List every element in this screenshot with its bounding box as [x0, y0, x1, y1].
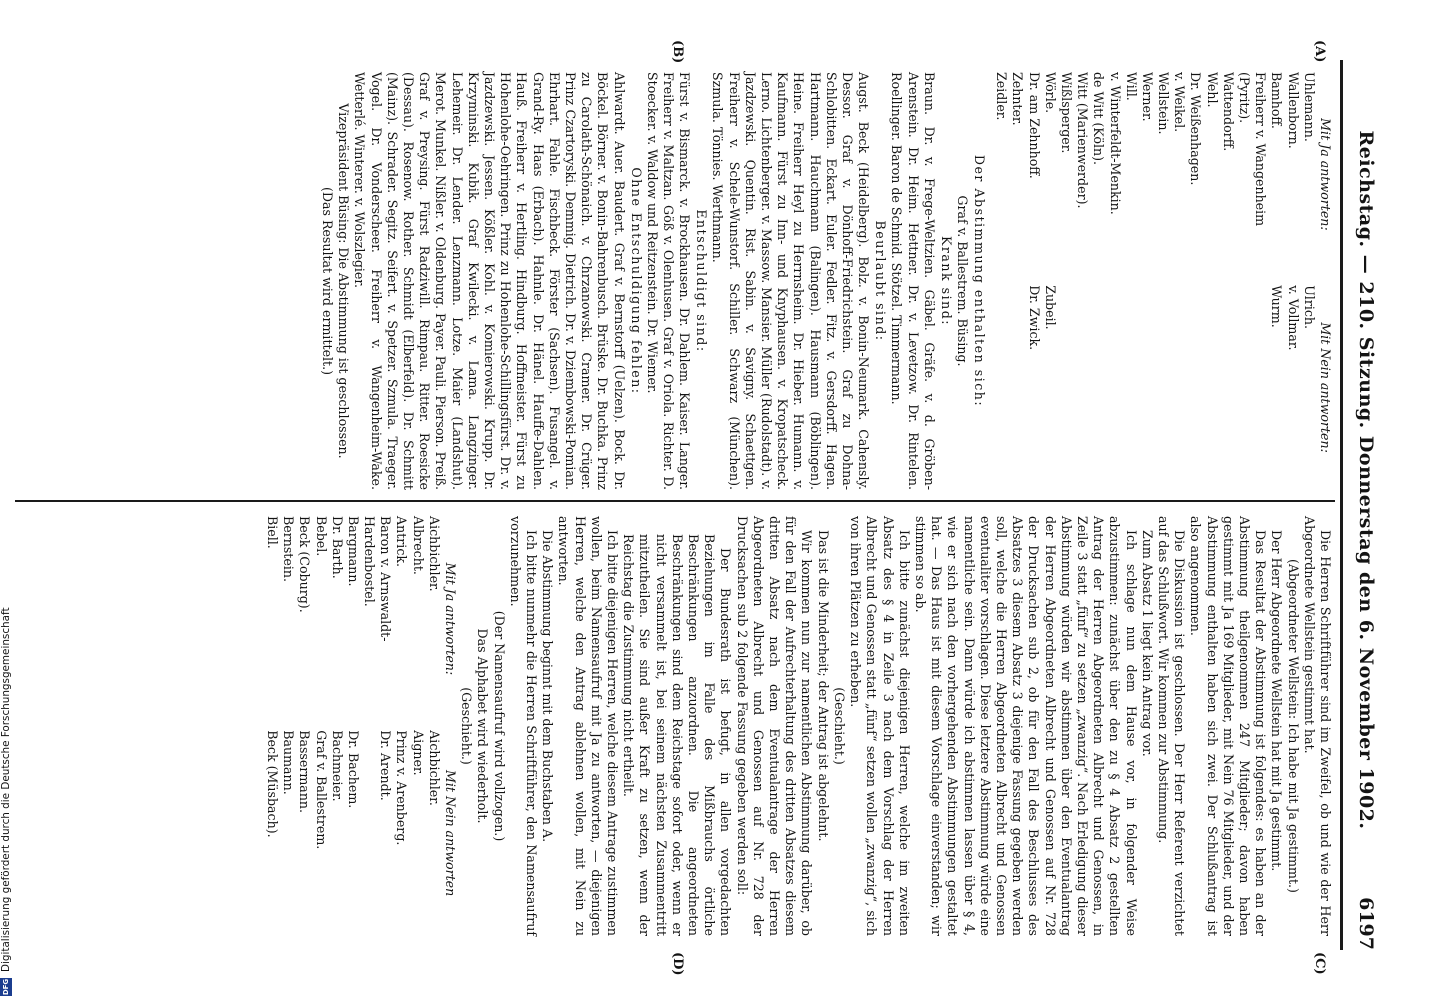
paragraph: Das Alphabet wird wiederholt. [475, 628, 491, 824]
header-rule [1340, 60, 1343, 950]
margin-letter-c: (C) [1312, 952, 1327, 975]
list-item [1171, 285, 1187, 490]
paragraph: Zum Absatz 1 liegt kein Antrag vor. [1139, 530, 1155, 757]
list-item: Witt (Marienwerder). [1075, 72, 1091, 209]
leave-names: Augst. Beck (Heidelberg). Bolz. v. Bonin-Neumark. Cahensly. Dessor. Graf v. Dönhoff-Friedrichstein. Graf zu Dohna-Schlobitten. Eckart. Euler. Fedler. Fitz. v. Gersdorff. Hagen. Hartmann. Hauchmann (Balingen). Hausmann (Böblingen). Heine. Freiherr Heyl zu Herrnsheim. Dr. Hieber. Humann. v. Kaufmann. Fürst zu Inn- und Knyphausen. v. Kropatscheck. Lerno. Lichtenberger. v. Massow. Mansier. Müller (Rudolstadt). v. Jazdzewski. Quentin. Rist. Sabin. v. Savigny. Schaettgen. Freiherr v. Schele-Wunstorf. Schiller. Schwarz (München). Szmula. Tönnies. Werthmann. [710, 72, 872, 490]
list-item [1106, 285, 1122, 490]
page-number: 6197 [1355, 897, 1377, 950]
list-item: Dr. Bachem. [345, 730, 361, 809]
sick-names: Braun. Dr. v. Frege-Weltzien. Gäbel. Gräfe. v. d. Gröben-Arenstein. Dr. Heim. Hettner. Dr. v. Levetzow. Dr. Rintelen. Roellinger. Baron de Schmid. Stötzel. Timmermann. [889, 72, 937, 490]
list-item: (Pyritz). [1237, 72, 1253, 124]
margin-letter-d: (D) [670, 952, 685, 976]
list-item: Wattendorff. [1220, 72, 1236, 152]
list-item [1058, 285, 1074, 490]
list-item: Baron v. Arnswaldt- [378, 516, 394, 642]
list-item: Beck (Müsbach). [264, 730, 280, 838]
list-item: Wurm. [1269, 285, 1285, 328]
list-item [1204, 285, 1220, 490]
list-item: v. Weikel. [1172, 72, 1188, 133]
dfg-logo: DFG [2, 978, 10, 996]
paragraph: Ich schlage nun dem Hause vor, in folgender Weise abzustimmen: zunächst über den zu § 4 Absatz 2 gestellten Antrag der Herren Abgeordneten Albrecht und Genossen, in Zeile 3 statt „fünf“ zu setzen „zwanzig“. Nach Erledigung dieser Abstimmung würden wir abstimmen über den Eventualantrag der Herren Abgeordneten Albrecht und Genossen auf Nr. 728 der Drucksachen sub 2, ob für den Fall des Beschlusses des Absatzes 3 diesem Absatz 3 diejenige Fassung gegeben werden soll, welche die Herren Abgeordneten Albrecht und Genossen eventualiter vorschlagen. Diese letztere Abstimmung würde eine namentliche sein. Dann würde ich abstimmen lassen über § 4, wie er sich nach den vorhergehenden Abstimmungen gestaltet hat. — Das Haus ist mit diesem Vorschlage einverstanden; wir stimmen so ab. [912, 516, 1139, 936]
list-item: Dr. Zwick. [1026, 285, 1042, 351]
no-heading: Mit Nein antworten: [1318, 322, 1333, 453]
interjection: (Geschieht.) [831, 687, 847, 765]
margin-letter-b: (B) [670, 40, 685, 64]
list-item: Prinz v. Arenberg. [394, 730, 410, 846]
paragraph: Ich bitte diejenigen Herren, welche diesem Antrage zustimmen wollen, beim Namensaufruf mit Ja zu antworten, — diejenigen Herren, welche den Antrag ablehnen wollen, mit Nein zu antworten. [556, 516, 621, 936]
list-item: Bargmann. [345, 516, 361, 587]
closing-statement: Vizepräsident Büsing: Die Abstimmung ist geschlossen. [336, 103, 352, 459]
list-item [1155, 285, 1171, 490]
list-item: Will. [1123, 72, 1139, 101]
page-title: Reichstag. — 210. Sitzung. Donnerstag den 6. November 1902. [1355, 130, 1377, 830]
paragraph: Ich bitte nunmehr die Herren Schriftführer, den Namensaufruf vorzunehmen. [507, 516, 540, 936]
closing-note: (Das Resultat wird ermittelt.) [319, 186, 335, 376]
no-heading: Mit Nein antworten [443, 769, 459, 897]
list-item [361, 730, 377, 936]
margin-letter-a: (A) [1312, 40, 1327, 63]
list-item [1090, 285, 1106, 490]
yes-heading: Mit Ja antworten: [443, 562, 459, 676]
list-item: Wißlsperger. [1059, 72, 1074, 154]
list-item: Wellstein. [1156, 72, 1172, 135]
excused-heading: Entschuldigt sind: [694, 209, 710, 353]
excused-names: Fürst v. Bismarck. v. Brockhausen. Dr. Dahlem. Kaiser. Langer. Freiherr v. Maltzan. Göß v. Olenhusen. Graf v. Oriola. Richter. D. Stoecker. v. Waldow und Reitzenstein. Dr. Wiemer. [644, 72, 693, 490]
interjection: (Der Namensaufruf wird vollzogen.) [491, 610, 507, 842]
vote-headings [442, 516, 458, 936]
paragraph: Wir kommen nun zur namentlichen Abstimmung darüber, ob für den Fall der Aufrechterhaltung des dritten Absatzes diesem dritten Absatz nach dem Eventualantrage der Herren Abgeordneten Albrecht und Genossen auf Nr. 728 der Drucksachen sub 2 folgende Fassung gegeben werden soll: [734, 516, 815, 936]
list-item: Dr. Barth. [329, 516, 345, 579]
interjection: (Geschieht.) [459, 687, 475, 765]
paragraph: Das Resultat der Abstimmung ist folgendes: es haben an der Abstimmung theilgenommen 247 Mitglieder; davon haben gestimmt mit Ja 169 Mitglieder, mit Nein 76 Mitglieder, und der Abstimmung enthalten haben sich zwei. Der Schlußantrag ist also angenommen. [1188, 516, 1269, 936]
column-rule [15, 500, 1335, 502]
list-item: Dr. am Zehnhoff. [1026, 72, 1042, 179]
list-item: Dr. Weißenhagen. [1188, 72, 1204, 186]
vote-lists [264, 516, 442, 936]
list-item [1187, 285, 1203, 490]
abstain-heading: Der Abstimmung enthalten sich: [972, 154, 988, 408]
list-item: Bernstein. [281, 516, 297, 582]
list-item: Dr. Arendt. [378, 730, 394, 801]
no-list [264, 730, 442, 936]
list-item: Bachmeier. [329, 730, 345, 802]
list-item [1252, 285, 1268, 490]
list-item [1123, 285, 1139, 490]
abstain-names: Graf v. Ballestrem. Büsing. [955, 195, 971, 367]
list-item: Aichbichler. [426, 730, 442, 806]
list-item: de Witt (Köln). [1091, 72, 1107, 166]
list-item: Wallenborn. [1285, 72, 1301, 149]
digitization-note-text: Digitalisierung gefördert durch die Deutsche Forschungsgemeinschaft [0, 607, 12, 972]
paragraph: Das ist die Minderheit; der Antrag ist abgelehnt. [815, 530, 831, 842]
list-item: v. Vollmar. [1285, 285, 1301, 351]
list-item [1236, 285, 1252, 490]
list-item: Graf v. Ballestrem. [313, 730, 329, 850]
list-item: Bamhoff. [1269, 72, 1285, 129]
yes-list [264, 516, 442, 722]
leave-heading: Beurlaubt sind: [873, 220, 889, 342]
interjection: (Abgeordneter Wellstein: Ich habe mit Ja gestimmt.) [1285, 559, 1301, 893]
rotated-page-content [5, 0, 1385, 1000]
list-item: Baumann. [281, 730, 297, 795]
list-item: Albrecht. [410, 516, 426, 575]
absent-names: Ahlwardt. Auer. Baudert. Graf v. Bernstorff (Uelzen). Bock. Dr. Böckel. Börner. v. Bonin-Bahrenbusch. Brüske. Dr. Buchka. Prinz zu Carolath-Schönaich. v. Chrzanowski. Cramer. Dr. Crüger. Prinz Czartoryski. Demmig. Dietrich. Dr. v. Dziembowski-Pomian. Ehrhart. Fahle. Fischbeck. Förster (Sachsen). Fusangel. v. Grand-Ry. Haas (Erbach). Hahnle. Dr. Hänel. Hauffe-Dahlen. Hauß. Freiherr v. Hertling. Hindburg. Hoffmeister. Fürst zu Hohenlohe-Oehringen. Prinz zu Hohenlohe-Schillingsfürst. Dr. v. Jazdzewski. Jessen. Kößler. Kohl. v. Komierowski. Krupp. Dr. Krzyminski. Kubik. Graf Kwilecki. v. Lama. Langzinger. Lehemeir. Dr. Lender. Lenzmann. Lotze. Maier (Landshut). Merot. Munkel. Nißler. v. Oldenburg. Payer. Pauli. Pierson. Preiß. Graf v. Preysing. Fürst Radziwill. Rimpau. Ritter. Roesicke (Dessau). Rosenow. Rother. Schmidt (Elberfeld). Dr. Schmitt (Mainz). Schrader. Segitz. Seifert. v. Spetzer. Szmula. Traeger. Vogel. Dr. Vonderscheer. Freiherr v. Wangenheim-Wake. Wetterlé. Winterer. v. Wolszlegier. [352, 72, 627, 490]
quoted-text: Der Bundesrath ist befugt, in allen vorgedachten Beziehungen im Falle des Mißbrauchs örtliche Beschränkungen anzuordnen. Die angeordneten Beschränkungen sind dem Reichstage sofort oder, wenn er nicht versammelt ist, bei seinem nächsten Zusammentritt mitzutheilen. Sie sind außer Kraft zu setzen, wenn der Reichstag die Zustimmung nicht ertheilt. [621, 534, 734, 936]
yes-list [993, 72, 1317, 277]
vote-headings [1317, 72, 1333, 490]
list-item [1074, 285, 1090, 490]
list-item: Aigner. [410, 730, 426, 776]
list-item [1220, 285, 1236, 490]
list-item: Freiherr v. Wangenheim [1253, 72, 1269, 227]
list-item: Zehnter. [1010, 72, 1026, 126]
list-item: Wehl. [1204, 72, 1220, 108]
absent-heading: Ohne Entschuldigung fehlen: [628, 167, 644, 395]
paragraph: Die Diskussion ist geschlossen. Der Herr Referent verzichtet auf das Schlußwort. Wir kommen zur Abstimmung. [1155, 516, 1188, 936]
list-item: Wörle. [1042, 72, 1058, 114]
list-item: Bassermann. [297, 730, 313, 814]
list-item: Hardenbostel. [362, 516, 378, 607]
sick-heading: Krank sind: [938, 235, 954, 327]
vote-lists [993, 72, 1317, 490]
list-item: Werner. [1139, 72, 1155, 122]
list-item [1139, 285, 1155, 490]
list-item: Uhlemann. [1301, 72, 1317, 142]
left-column [319, 72, 1333, 490]
list-item: Biell. [264, 516, 280, 549]
list-item: Bebel. [313, 516, 329, 557]
list-item: Zubeil. [1042, 285, 1058, 330]
list-item: Antrick. [394, 516, 410, 568]
right-column [264, 516, 1333, 936]
list-item: Beck (Coburg). [297, 516, 313, 613]
paragraph: Der Herr Abgeordnete Wellstein hat mit Ja gestimmt. [1269, 530, 1285, 872]
yes-heading: Mit Ja antworten: [1318, 118, 1333, 231]
list-item: Zeidler. [994, 72, 1010, 121]
list-item: v. Winterfeldt-Menkin. [1107, 72, 1123, 215]
paragraph: Ich bitte zunächst diejenigen Herren, welche im zweiten Absatz des § 4 in Zeile 3 nach dem Vorschlag der Herren Albrecht und Genossen statt „fünf“ setzen wollen „zwanzig“, sich von ihren Plätzen zu erheben. [848, 516, 912, 936]
list-item: Aichbichler. [426, 516, 442, 592]
page-header [1349, 70, 1377, 950]
no-list [993, 285, 1317, 490]
paragraph: Die Abstimmung beginnt mit dem Buchstaben A. [540, 530, 556, 843]
paragraph: Die Herren Schriftführer sind im Zweifel, ob und wie der Herr Abgeordnete Wellstein gestimmt hat. [1301, 516, 1333, 936]
list-item: Ulrich. [1301, 285, 1317, 330]
